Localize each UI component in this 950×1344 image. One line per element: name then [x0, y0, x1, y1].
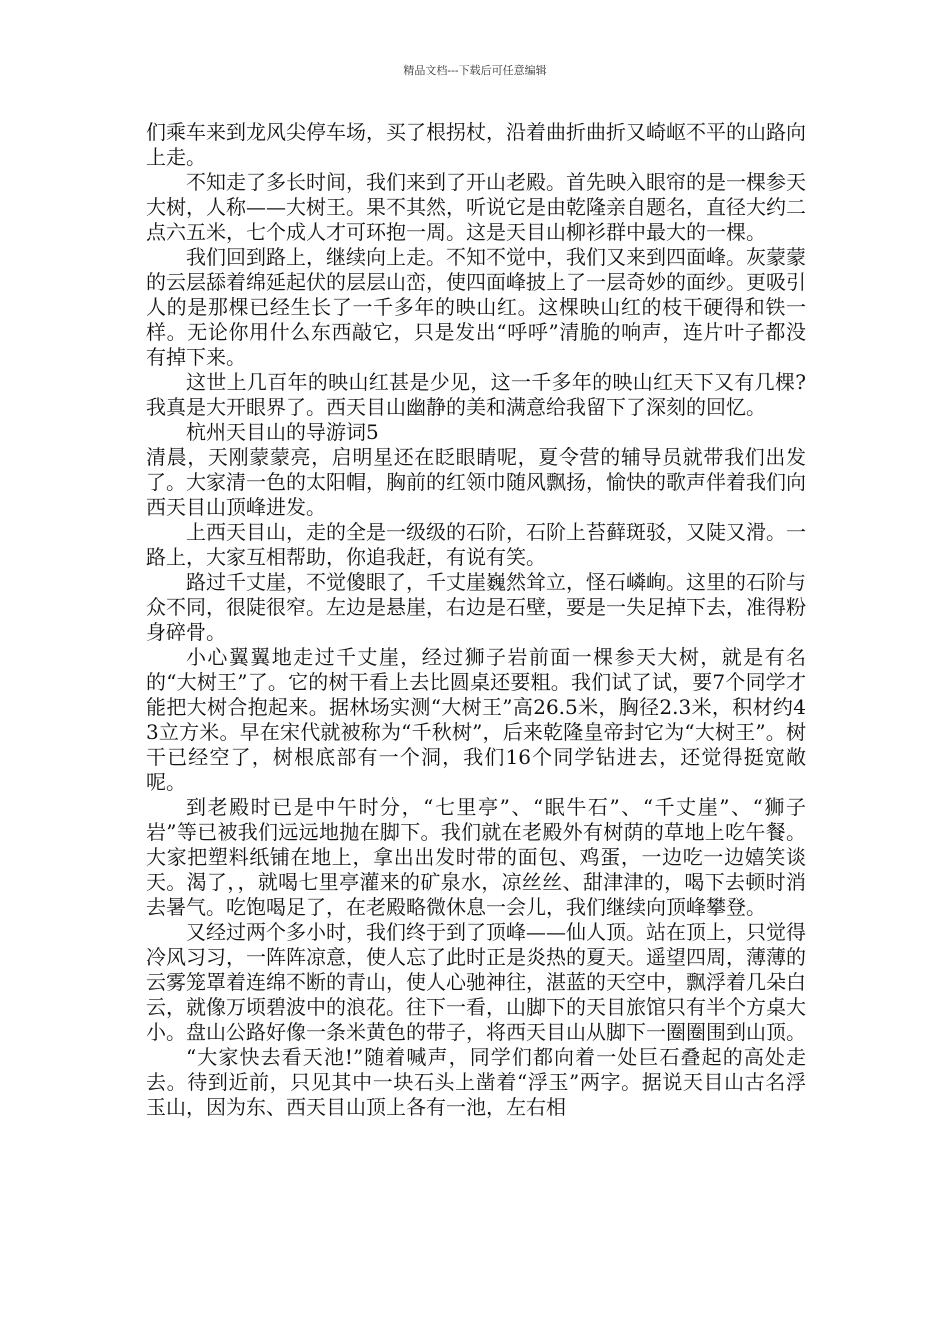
document-body	[146, 120, 806, 1120]
paragraph-6: 上西天目山，走的全是一级级的石阶，石阶上苔藓斑驳，又陡又滑。一路上，大家互相帮助，你追我赶，有说有笑。	[146, 520, 806, 569]
paragraph-10: 又经过两个多小时，我们终于到了顶峰——仙人顶。站在顶上，只觉得冷风习习，一阵阵凉意，使人忘了此时正是炎热的夏天。遥望四周，薄薄的云雾笼罩着连绵不断的青山，使人心驰神往，湛蓝的天空中，飘浮着几朵白云，就像万顷碧波中的浪花。往下一看，山脚下的天目旅馆只有半个方桌大小。盘山公路好像一条米黄色的带子，将西天目山从脚下一圈圈围到山顶。	[146, 920, 806, 1044]
paragraph-5: 清晨，天刚蒙蒙亮，启明星还在眨眼睛呢，夏令营的辅导员就带我们出发了。大家清一色的太阳帽，胸前的红领巾随风飘扬，愉快的歌声伴着我们向西天目山顶峰进发。	[146, 445, 806, 519]
paragraph-9: 到老殿时已是中午时分，“七里亭”、“眠牛石”、“千丈崖”、“狮子岩”等已被我们远远地抛在脚下。我们就在老殿外有树荫的草地上吃午餐。大家把塑料纸铺在地上，拿出出发时带的面包、鸡蛋，一边吃一边嬉笑谈天。渴了，，就喝七里亭灌来的矿泉水，凉丝丝、甜津津的，喝下去顿时消去暑气。吃饱喝足了，在老殿略微休息一会儿，我们继续向顶峰攀登。	[146, 795, 806, 919]
paragraph-2: 不知走了多长时间，我们来到了开山老殿。首先映入眼帘的是一棵参天大树，人称——大树王。果不其然，听说它是由乾隆亲自题名，直径大约二点六五米，七个成人才可环抱一周。这是天目山柳衫群中最大的一棵。	[146, 170, 806, 244]
page-header: 精品文档---下载后可任意编辑	[403, 64, 547, 77]
paragraph-4: 这世上几百年的映山红甚是少见，这一千多年的映山红天下又有几棵?我真是大开眼界了。西天目山幽静的美和满意给我留下了深刻的回忆。	[146, 370, 806, 419]
section-heading: 杭州天目山的导游词5	[186, 420, 379, 444]
paragraph-11: “大家快去看天池!”随着喊声，同学们都向着一处巨石叠起的高处走去。待到近前，只见其中一块石头上凿着“浮玉”两字。据说天目山古名浮玉山，因为东、西天目山顶上各有一池，左右相	[146, 1045, 806, 1119]
paragraph-1: 们乘车来到龙风尖停车场，买了根拐杖，沿着曲折曲折又崎岖不平的山路向上走。	[146, 120, 806, 169]
paragraph-3: 我们回到路上，继续向上走。不知不觉中，我们又来到四面峰。灰蒙蒙的云层舔着绵延起伏的层层山峦，使四面峰披上了一层奇妙的面纱。更吸引人的是那棵已经生长了一千多年的映山红。这棵映山红的枝干硬得和铁一样。无论你用什么东西敲它，只是发出“呼呼”清脆的响声，连片叶子都没有掉下来。	[146, 245, 806, 369]
paragraph-8: 小心翼翼地走过千丈崖，经过狮子岩前面一棵参天大树，就是有名的“大树王”了。它的树干看上去比圆桌还要粗。我们试了试，要7个同学才能把大树合抱起来。据林场实测“大树王”高26.5米，胸径2.3米，积材约43立方米。早在宋代就被称为“千秋树”，后来乾隆皇帝封它为“大树王”。树干已经空了，树根底部有一个洞，我们16个同学钻进去，还觉得挺宽敞呢。	[146, 645, 806, 794]
paragraph-7: 路过千丈崖，不觉傻眼了，千丈崖巍然耸立，怪石嶙峋。这里的石阶与众不同，很陡很窄。左边是悬崖，右边是石壁，要是一失足掉下去，准得粉身碎骨。	[146, 570, 806, 644]
